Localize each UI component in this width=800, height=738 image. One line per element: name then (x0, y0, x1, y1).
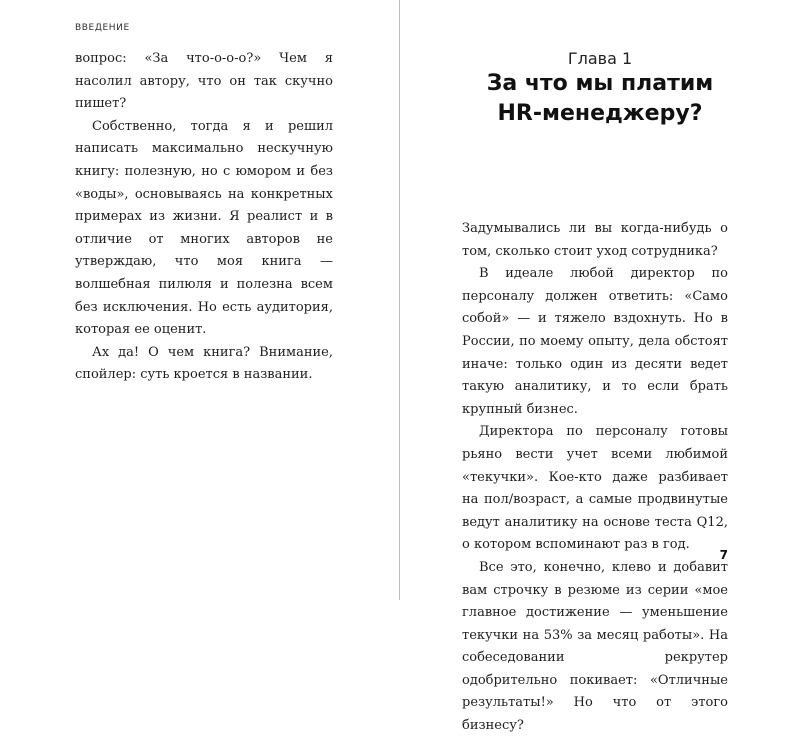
chapter-title-line: HR-менеджеру? (497, 101, 703, 126)
paragraph: Задумывались ли вы когда-нибудь о том, сколько стоит уход сотрудника? (462, 221, 728, 259)
paragraph: Ах да! О чем книга? Внимание, спойлер: суть кроется в названии. (75, 344, 333, 383)
chapter-title-line: За что мы платим (486, 71, 714, 96)
paragraph: Все это, конечно, клево и добавит вам строчку в резюме из серии «мое главное достижение — уменьшение текучки на 53% за месяц работы». На собеседовании рекрутер одобрительно покивает: «Отличные результаты!» Но что от этого бизнесу? (462, 559, 728, 734)
paragraph: Директора по персоналу готовы рьяно вести учет всеми любимой «текучки». Кое-кто даже разбивает на пол/возраст, а самые продвинутые ведут аналитику на основе теста Q12, о котором вспоминают раз в год. (462, 424, 728, 553)
chapter-label: Глава 1 (567, 49, 633, 68)
paragraph: вопрос: «За что-о-о-о?» Чем я насолил автору, что он так скучно пишет? (75, 51, 333, 112)
running-head: ВВЕДЕНИЕ (75, 23, 130, 33)
left-page (0, 0, 399, 600)
paragraph: Собственно, тогда я и решил написать максимально нескучную книгу: полезную, но с юмором и без «воды», основываясь на конкретных примерах из жизни. Я реалист и в отличие от многих авторов не утверждаю, что моя книга — волшебная пилюля и полезна всем без исключения. Но есть аудитория, которая ее оценит. (75, 118, 333, 338)
chapter-title (400, 69, 800, 129)
right-body-text (462, 218, 728, 738)
left-body-text (75, 48, 333, 387)
page-number: 7 (719, 548, 728, 562)
right-page (400, 0, 800, 734)
paragraph: В идеале любой директор по персоналу должен ответить: «Само собой» — и тяжело вздохнуть. Но в России, по моему опыту, дела обстоят иначе: только один из десяти ведет такую аналитику, и то если брать крупный бизнес. (462, 266, 728, 417)
